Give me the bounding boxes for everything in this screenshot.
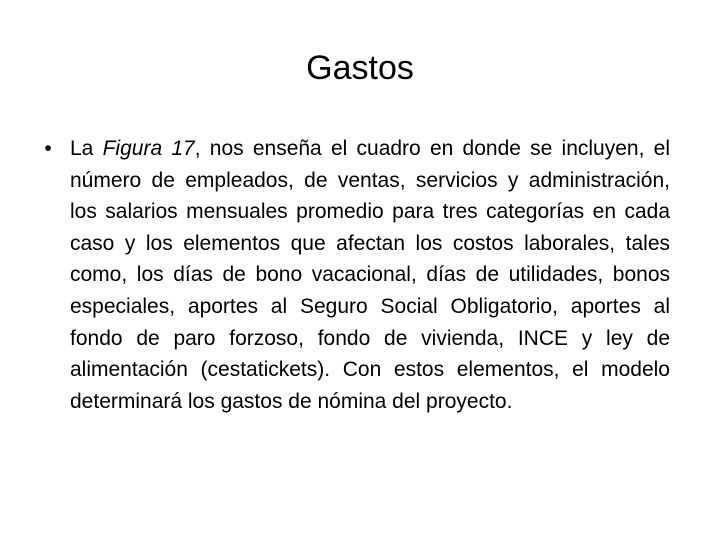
bullet-text-body: , nos enseña el cuadro en donde se incluyen, el número de empleados, de ventas, servicios y administración, los salarios mensuales promedio para tres categorías en cada caso y los elementos que afectan los costos laborales, tales como, los días de bono vacacional, días de utilidades, bonos especiales, aportes al Seguro Social Obligatorio, aportes al fondo de paro forzoso, fondo de vivienda, INCE y ley de alimentación (cestatickets). Con estos elementos, el modelo determinará los gastos de nómina del proyecto. xyxy=(70,137,670,413)
bullet-marker: • xyxy=(44,137,52,160)
slide-title: Gastos xyxy=(306,49,414,87)
figure-reference: Figura 17 xyxy=(102,137,195,160)
bullet-text xyxy=(70,137,670,413)
bullet-text-intro: La xyxy=(70,137,103,160)
bullet-paragraph xyxy=(44,133,670,417)
